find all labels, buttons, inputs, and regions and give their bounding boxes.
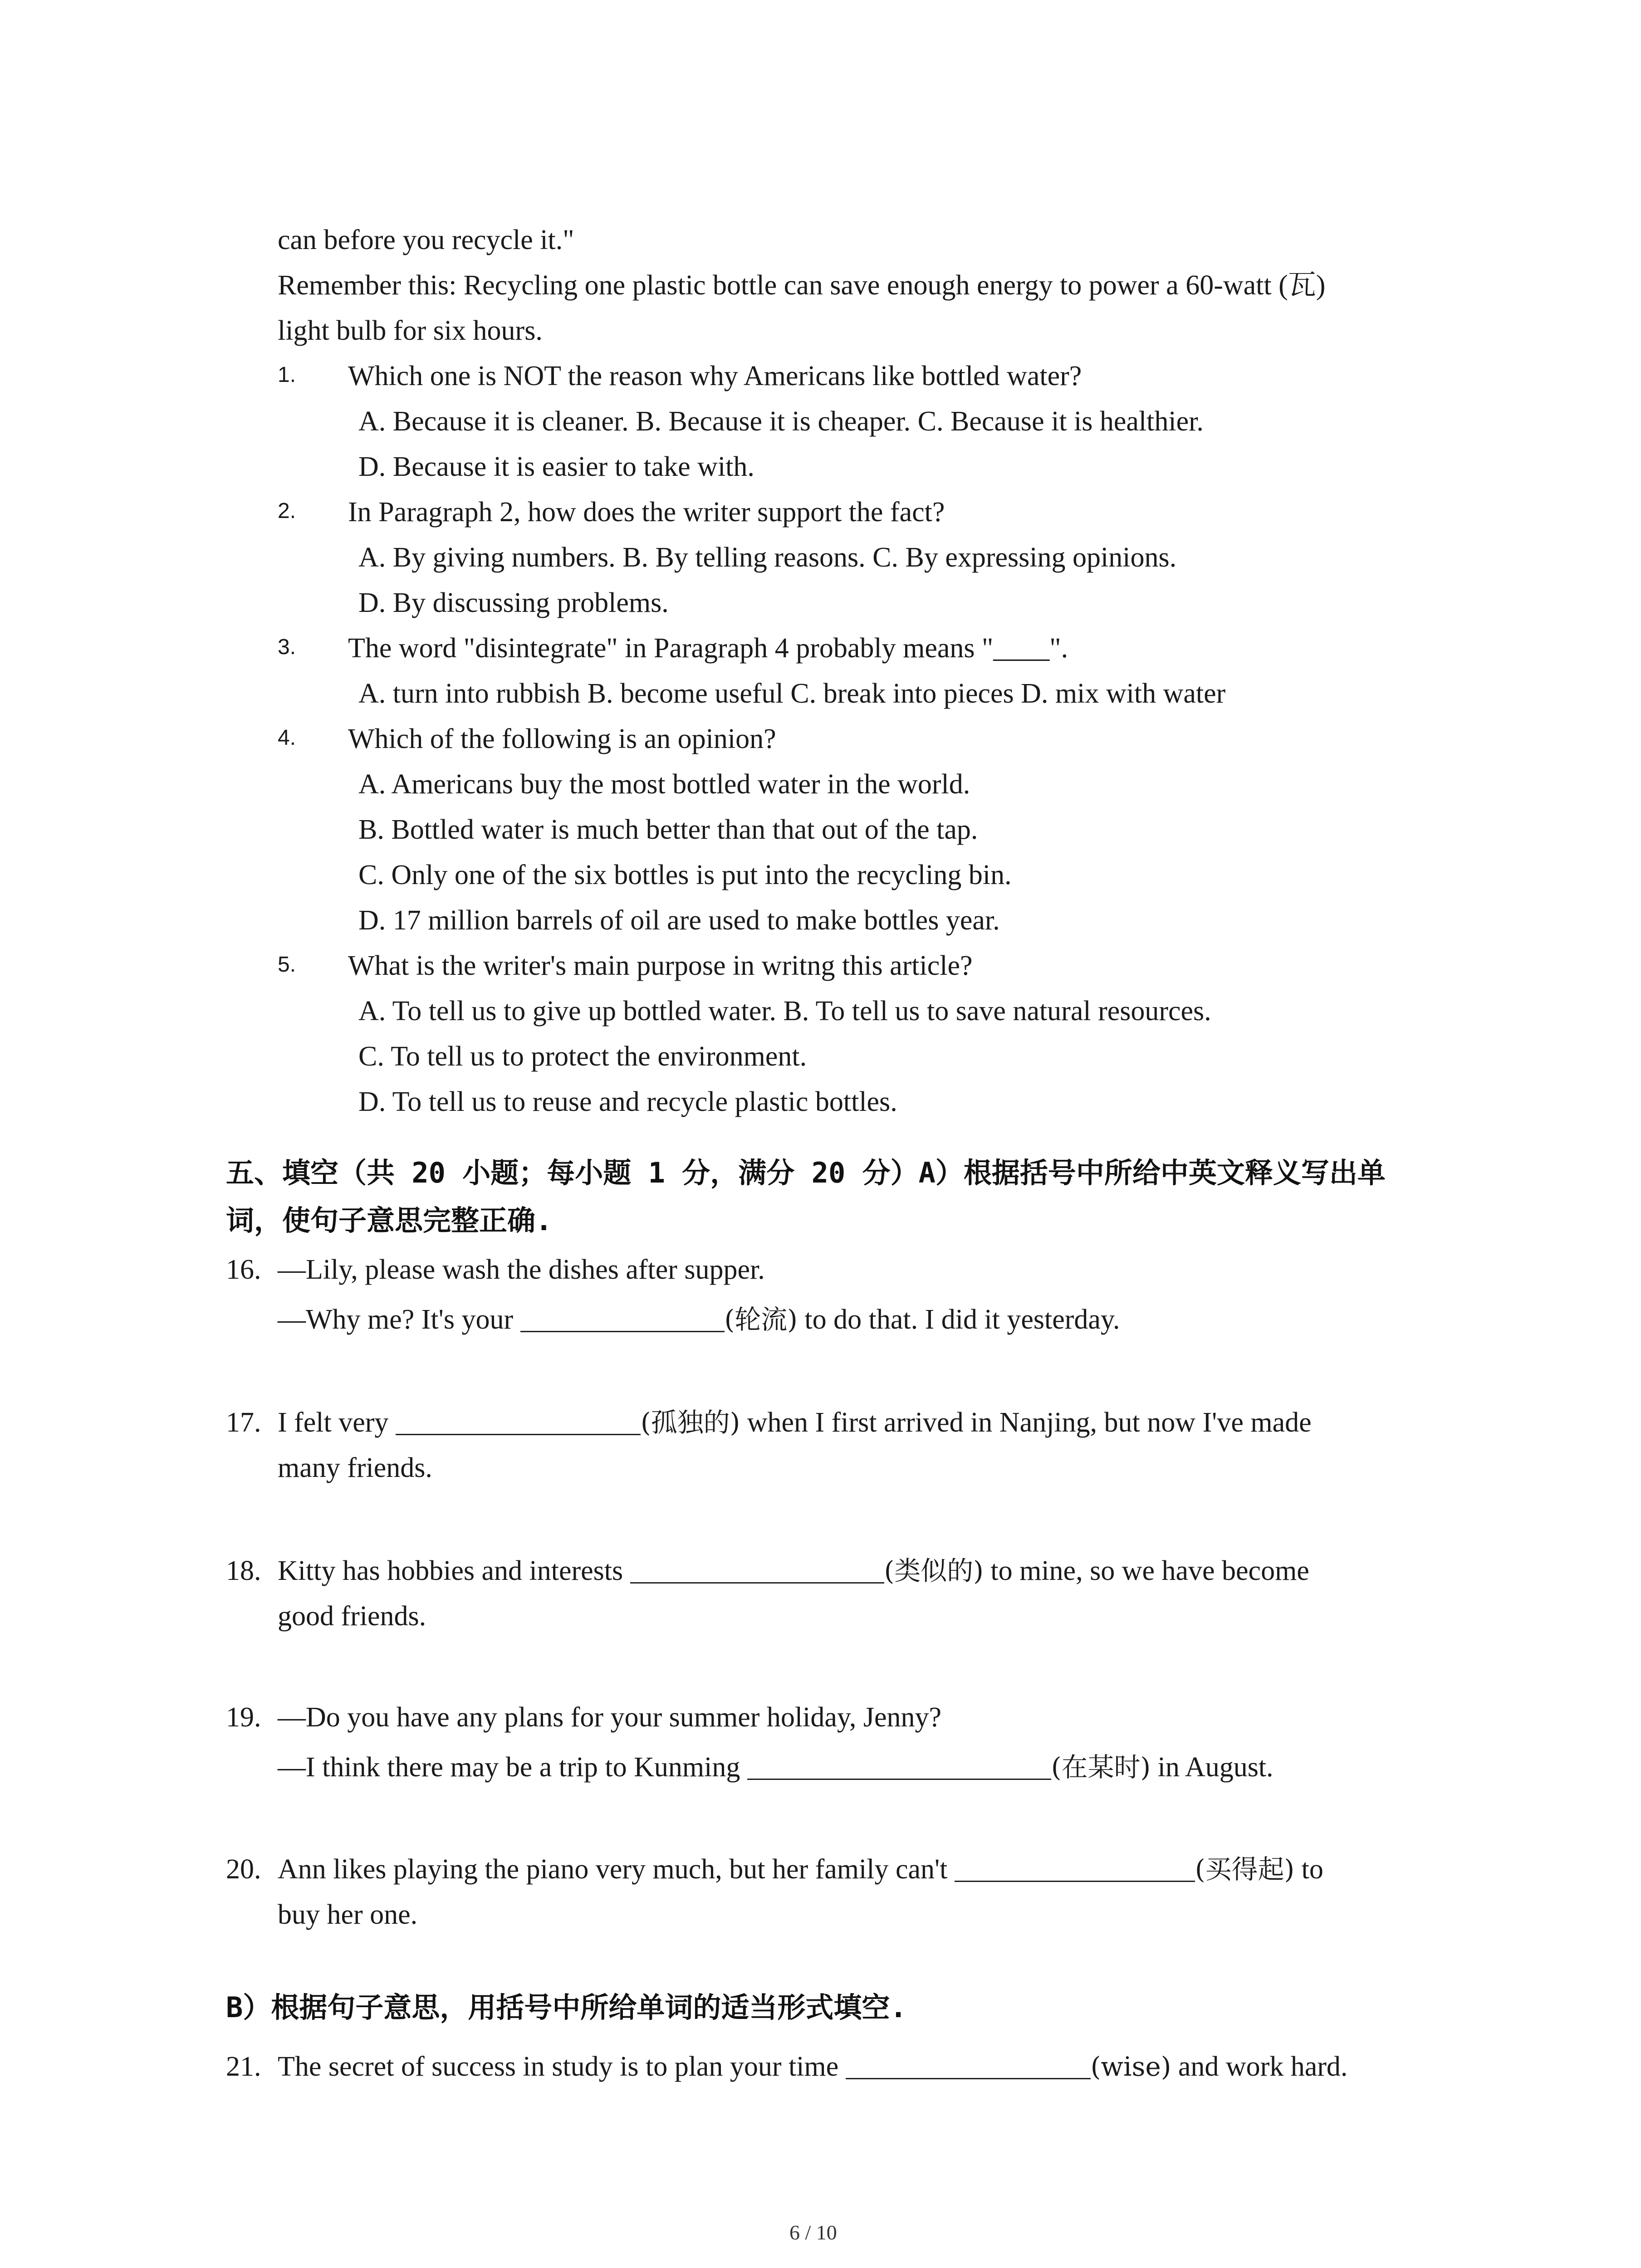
fill-blank-sentence [278, 1557, 1309, 1585]
answer-option-row: A. Because it is cleaner. B. Because it is cheaper. C. Because it is healthier. [358, 406, 1204, 437]
question-number: 17. [226, 1407, 261, 1438]
answer-option-row: D. By discussing problems. [358, 587, 669, 618]
sentence-text: when I first arrived in Nanjing, but now I've made [740, 1407, 1312, 1438]
answer-option-row: A. By giving numbers. B. By telling reasons. C. By expressing opinions. [358, 542, 1177, 573]
question-number: 2. [278, 499, 296, 523]
question-stem: In Paragraph 2, how does the writer support the fact? [348, 497, 945, 528]
section-heading: 词，使句子意思完整正确. [226, 1204, 553, 1237]
sentence-text: and work hard. [1171, 2051, 1348, 2082]
passage-line: light bulb for six hours. [278, 315, 543, 346]
answer-option-row: A. To tell us to give up bottled water. B. To tell us to save natural resources. [358, 996, 1211, 1026]
sentence-continuation: good friends. [278, 1601, 426, 1632]
answer-option-row: D. To tell us to reuse and recycle plastic bottles. [358, 1086, 897, 1117]
question-stem: Which of the following is an opinion? [348, 723, 776, 754]
fill-blank-sentence [278, 1753, 1274, 1781]
answer-blank[interactable] [846, 2053, 1091, 2079]
answer-option-row: D. 17 million barrels of oil are used to make bottles year. [358, 905, 1000, 936]
question-number: 16. [226, 1254, 261, 1285]
sentence-text: to mine, so we have become [983, 1555, 1309, 1586]
sentence-text: Ann likes playing the piano very much, but her family can't [278, 1854, 948, 1885]
hint-text: (买得起) [1195, 1854, 1295, 1885]
sentence-text: Kitty has hobbies and interests [278, 1555, 623, 1586]
question-number: 20. [226, 1854, 261, 1885]
section-heading: B）根据句子意思，用括号中所给单词的适当形式填空. [226, 1991, 907, 2024]
question-number: 19. [226, 1702, 261, 1733]
answer-option-row: B. Bottled water is much better than that out of the tap. [358, 814, 978, 845]
sentence-text: —I think there may be a trip to Kunming [278, 1752, 740, 1783]
hint-text: (孤独的) [640, 1407, 740, 1438]
answer-blank[interactable] [520, 1305, 725, 1332]
hint-text: (wise) [1090, 2051, 1171, 2082]
fill-blank-sentence [278, 2053, 1347, 2081]
fill-blank-sentence [278, 1408, 1312, 1437]
passage-line: Remember this: Recycling one plastic bottle can save enough energy to power a 60-watt (瓦) [278, 270, 1326, 301]
dialogue-line: —Lily, please wash the dishes after supper. [278, 1254, 765, 1285]
sentence-text: in August. [1151, 1752, 1274, 1783]
hint-text: (在某时) [1051, 1752, 1151, 1783]
question-stem: What is the writer's main purpose in writng this article? [348, 950, 973, 981]
question-number: 3. [278, 635, 296, 659]
answer-option-row: A. turn into rubbish B. become useful C. break into pieces D. mix with water [358, 678, 1226, 709]
answer-option-row: C. To tell us to protect the environment. [358, 1041, 807, 1072]
passage-line: can before you recycle it." [278, 225, 574, 255]
section-heading: 五、填空（共 20 小题；每小题 1 分，满分 20 分）A）根据括号中所给中英文释义写出单 [226, 1156, 1386, 1189]
fill-blank-sentence [278, 1305, 1120, 1334]
sentence-continuation: many friends. [278, 1452, 432, 1483]
answer-blank[interactable] [747, 1753, 1051, 1780]
sentence-text: to [1294, 1854, 1323, 1885]
sentence-text: to do that. I did it yesterday. [797, 1304, 1120, 1335]
question-number: 18. [226, 1555, 261, 1586]
sentence-continuation: buy her one. [278, 1899, 418, 1930]
hint-text: (轮流) [724, 1304, 798, 1335]
answer-blank[interactable] [396, 1408, 641, 1435]
answer-blank[interactable] [630, 1557, 884, 1584]
page-number: 6 / 10 [789, 2221, 837, 2244]
answer-option-row: C. Only one of the six bottles is put into the recycling bin. [358, 860, 1012, 890]
hint-text: (类似的) [884, 1555, 984, 1586]
question-number: 1. [278, 363, 296, 387]
question-number: 5. [278, 953, 296, 977]
question-number: 4. [278, 726, 296, 750]
question-stem: Which one is NOT the reason why Americans like bottled water? [348, 361, 1082, 391]
sentence-text: The secret of success in study is to plan your time [278, 2051, 839, 2082]
answer-option-row: D. Because it is easier to take with. [358, 451, 754, 482]
dialogue-line: —Do you have any plans for your summer holiday, Jenny? [278, 1702, 941, 1733]
sentence-text: —Why me? It's your [278, 1304, 514, 1335]
question-number: 21. [226, 2051, 261, 2082]
fill-blank-sentence [278, 1855, 1323, 1883]
sentence-text: I felt very [278, 1407, 389, 1438]
answer-blank[interactable] [955, 1855, 1195, 1882]
answer-option-row: A. Americans buy the most bottled water in the world. [358, 769, 970, 800]
question-stem: The word "disintegrate" in Paragraph 4 probably means "____". [348, 633, 1068, 664]
